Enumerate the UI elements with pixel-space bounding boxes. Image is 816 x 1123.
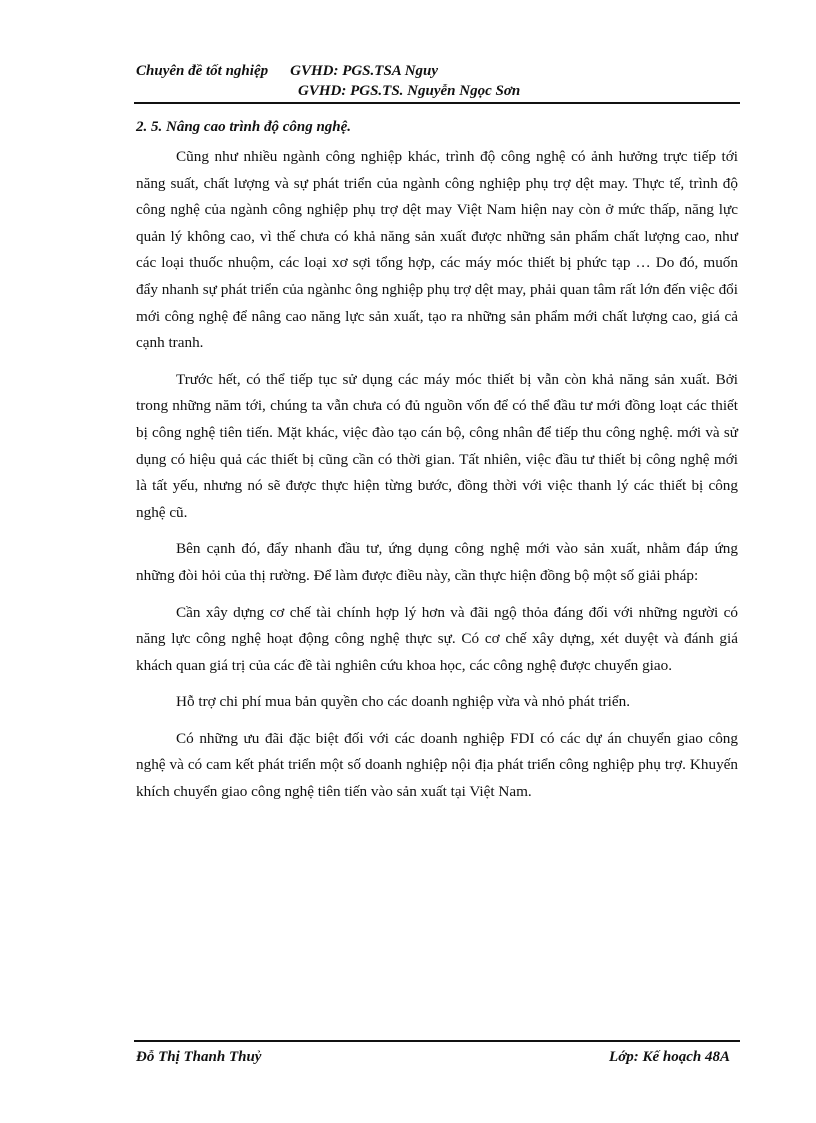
paragraph: Bên cạnh đó, đẩy nhanh đầu tư, ứng dụng công nghệ mới vào sản xuất, nhằm đáp ứng những đòi hỏi của thị rường. Để làm được điều này, cần thực hiện đồng bộ một số giải pháp: [136, 540, 738, 584]
header-advisor: GVHD: PGS.TS. Nguyễn Ngọc Sơn [298, 83, 521, 99]
paragraph: Hỗ trợ chi phí mua bản quyền cho các doanh nghiệp vừa và nhỏ phát triển. [176, 693, 631, 711]
paragraph: Trước hết, có thể tiếp tục sử dụng các máy móc thiết bị vẫn còn khả năng sản xuất. Bởi trong những năm tới, chúng ta vẫn chưa có đủ nguồn vốn để có thể đầu tư mới đồng loạt các thiết bị công nghệ tiên tiến. Mặt khác, việc đào tạo cán bộ, công nhân để tiếp thu công nghệ. mới và sử dụng có hiệu quả các thiết bị cũng cần có thời gian. Tất nhiên, việc đầu tư thiết bị công nghệ mới là tất yếu, nhưng nó sẽ được thực hiện từng bước, đồng thời với việc thanh lý các thiết bị công nghệ cũ. [136, 370, 738, 521]
paragraph: Cũng như nhiều ngành công nghiệp khác, trình độ công nghệ có ảnh hưởng trực tiếp tới năng suất, chất lượng và sự phát triển của ngành công nghiệp phụ trợ dệt may. Thực tế, trình độ công nghệ của ngành công nghiệp phụ trợ dệt may Việt Nam hiện nay còn ở mức thấp, năng lực quản lý không cao, vì thế chưa có khả năng sản xuất được những sản phẩm chất lượng cao, như các loại thuốc nhuộm, các loại xơ sợi tổng hợp, các máy móc thiết bị phức tạp … Do đó, muốn đẩy nhanh sự phát triển của ngànhc ông nghiệp phụ trợ dệt may, phải quan tâm rất lớn đến việc đổi mới công nghệ để nâng cao năng lực sản xuất, tạo ra những sản phẩm mới chất lượng cao, giá cả cạnh tranh. [136, 148, 738, 352]
document-body [136, 144, 738, 816]
footer-author: Đỗ Thị Thanh Thuỷ [136, 1049, 262, 1065]
footer-divider [134, 1040, 740, 1042]
section-title: 2. 5. Nâng cao trình độ công nghệ. [136, 119, 352, 135]
paragraph: Cần xây dựng cơ chế tài chính hợp lý hơn và đãi ngộ thỏa đáng đối với những người có năng lực công nghệ hoạt động công nghệ thực sự. Có cơ chế xây dựng, xét duyệt và đánh giá khách quan giá trị của các đề tài nghiên cứu khoa học, các công nghệ được chuyển giao. [136, 603, 738, 674]
paragraph: Có những ưu đãi đặc biệt đối với các doanh nghiệp FDI có các dự án chuyển giao công nghệ và có cam kết phát triển một số doanh nghiệp nội địa phát triển công nghiệp phụ trợ. Khuyến khích chuyển giao công nghệ tiên tiến vào sản xuất tại Việt Nam. [136, 729, 738, 801]
footer-class: Lớp: Kế hoạch 48A [609, 1049, 730, 1065]
header-advisor-fragment: GVHD: PGS.TSA Nguy [290, 63, 439, 79]
page-header [136, 60, 438, 82]
header-topic: Chuyên đề tốt nghiệp [136, 63, 269, 79]
header-divider [134, 102, 740, 104]
